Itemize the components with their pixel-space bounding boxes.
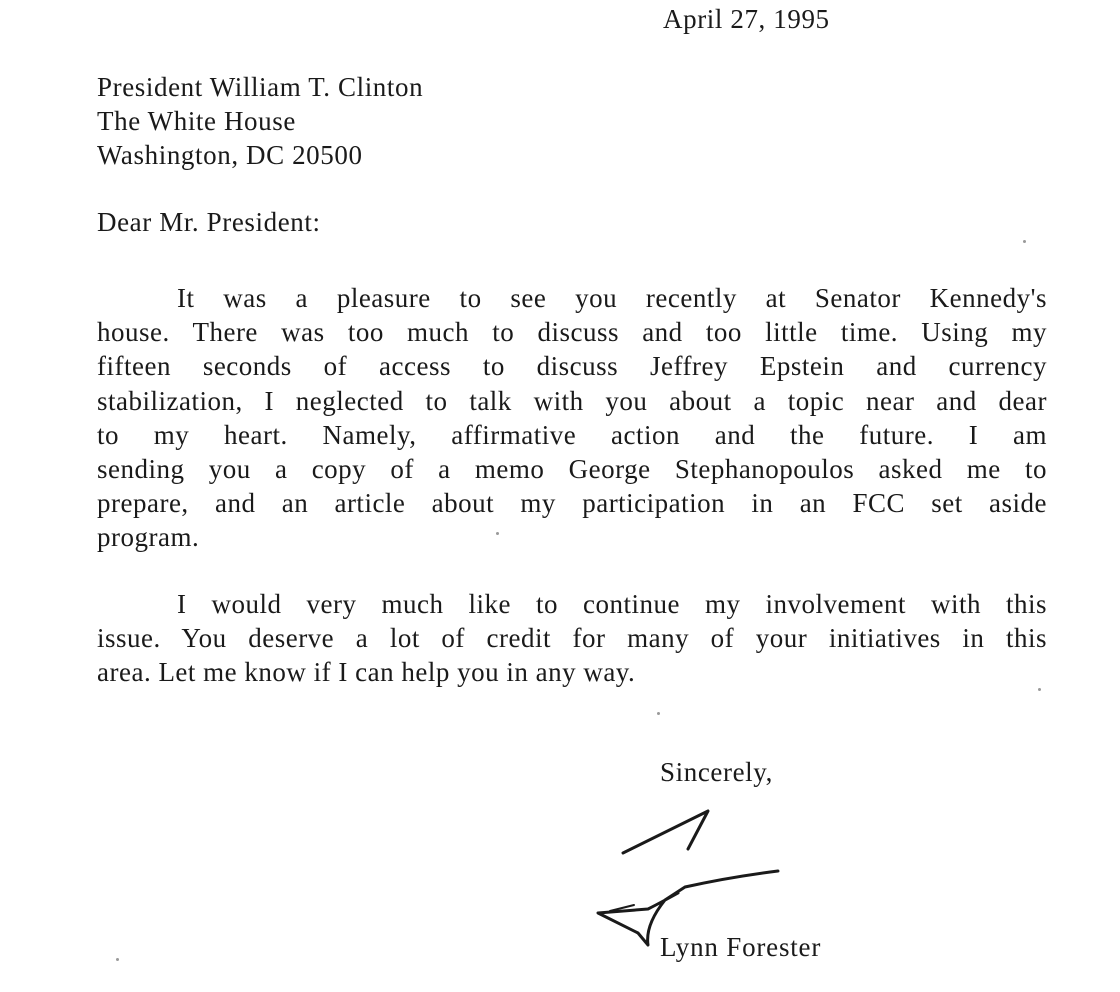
scan-speck	[1038, 688, 1041, 691]
recipient-address	[97, 70, 423, 172]
paragraph-line: to my heart. Namely, affirmative action and the future. I am	[97, 419, 1047, 450]
scan-speck	[1023, 240, 1026, 243]
signer-name: Lynn Forester	[660, 932, 822, 962]
letter-date: April 27, 1995	[663, 4, 830, 34]
scan-speck	[116, 958, 119, 961]
paragraph-line: stabilization, I neglected to talk with you about a topic near and dear	[97, 385, 1047, 416]
recipient-name: President William T. Clinton	[97, 72, 424, 102]
scan-speck	[657, 712, 660, 715]
recipient-address-line-2: Washington, DC 20500	[97, 140, 363, 170]
paragraph-line: house. There was too much to discuss and too little time. Using my	[97, 317, 1047, 348]
paragraph-line: fifteen seconds of access to discuss Jeffrey Epstein and currency	[97, 351, 1047, 382]
paragraph-line: prepare, and an article about my participation in an FCC set aside	[97, 488, 1047, 519]
scan-speck	[496, 532, 499, 535]
paragraph-line: issue. You deserve a lot of credit for many of your initiatives in this	[97, 623, 1047, 654]
paragraph-line: It was a pleasure to see you recently at Senator Kennedy's	[177, 283, 1047, 313]
closing: Sincerely,	[660, 757, 773, 787]
paragraph-line: area. Let me know if I can help you in any way.	[97, 657, 636, 688]
body-paragraph-2	[97, 587, 1047, 690]
paragraph-line: sending you a copy of a memo George Stephanopoulos asked me to	[97, 453, 1047, 484]
recipient-address-line-1: The White House	[97, 106, 296, 136]
salutation: Dear Mr. President:	[97, 207, 321, 237]
body-paragraph-1	[97, 281, 1047, 555]
paragraph-line: I would very much like to continue my involvement with this	[177, 589, 1047, 619]
paragraph-line: program.	[97, 522, 200, 553]
